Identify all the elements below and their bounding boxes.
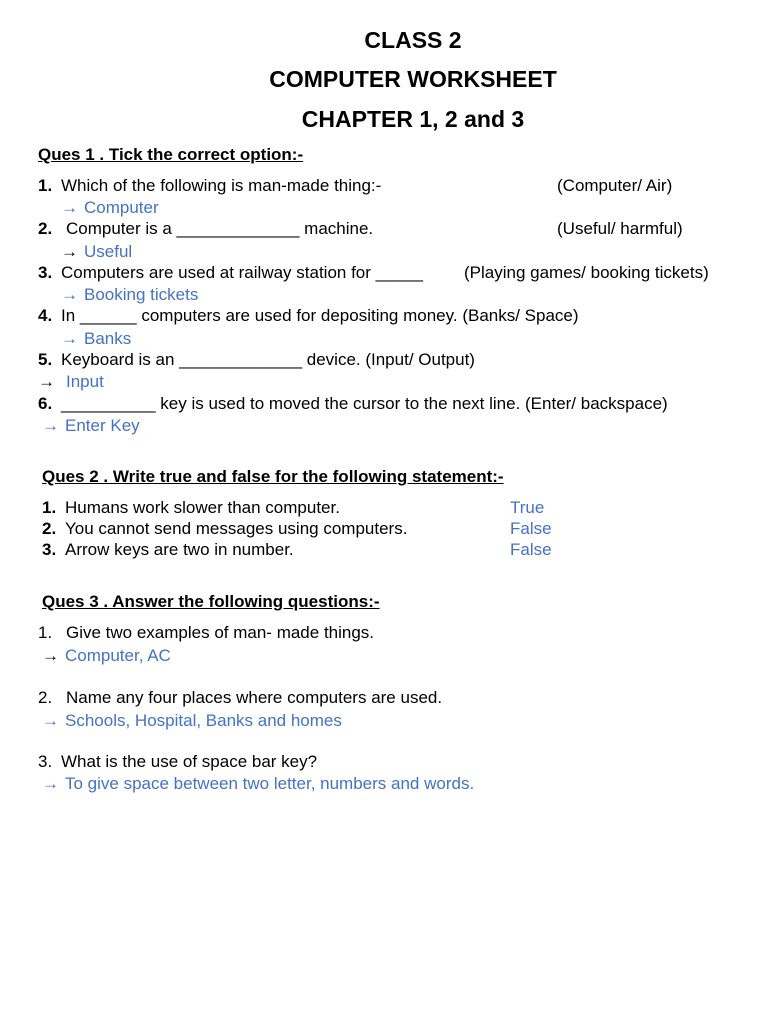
q1-item-6-text: __________ key is used to moved the cursor to the next line. (Enter/ backspace) <box>61 394 668 413</box>
q3-item-1-arrow-icon: → <box>42 646 59 665</box>
q1-item-4-arrow-icon: → <box>61 329 78 348</box>
q1-item-1-answer: Computer <box>84 198 159 217</box>
q2-item-2-answer: False <box>510 519 552 538</box>
q2-item-1-text: Humans work slower than computer. <box>65 498 340 517</box>
chapter-title: CHAPTER 1, 2 and 3 <box>301 106 525 132</box>
q1-item-2-text: Computer is a _____________ machine. <box>66 219 374 238</box>
q3-item-2-number: 2. <box>38 688 53 707</box>
q2-item-3-answer: False <box>510 540 552 559</box>
q2-item-1-answer: True <box>510 498 545 517</box>
q3-item-3-arrow-icon: → <box>42 774 59 793</box>
q1-item-5-answer: Input <box>66 372 104 391</box>
q1-item-6-arrow-icon: → <box>42 416 59 435</box>
q3-item-2-arrow-icon: → <box>42 711 59 730</box>
q1-item-1-text: Which of the following is man-made thing:- <box>61 176 382 195</box>
q1-item-6-answer: Enter Key <box>65 416 140 435</box>
q2-item-2-text: You cannot send messages using computers. <box>65 519 408 538</box>
q1-item-1-options: (Computer/ Air) <box>557 176 673 195</box>
q1-item-3-number: 3. <box>38 263 53 282</box>
q2-item-2-number: 2. <box>42 519 57 538</box>
worksheet-title: COMPUTER WORKSHEET <box>269 66 557 92</box>
q1-item-5-number: 5. <box>38 350 53 369</box>
q3-item-1-text: Give two examples of man- made things. <box>66 623 375 642</box>
q1-item-5-text: Keyboard is an _____________ device. (Input/ Output) <box>61 350 475 369</box>
q2-item-1-number: 1. <box>42 498 57 517</box>
q1-item-3-answer: Booking tickets <box>84 285 199 304</box>
q3-item-1-answer: Computer, AC <box>65 646 171 665</box>
q2-item-3-number: 3. <box>42 540 57 559</box>
q1-item-4-text: In ______ computers are used for depositing money. (Banks/ Space) <box>61 306 579 325</box>
q3-item-3-number: 3. <box>38 752 53 771</box>
q1-item-3-options: (Playing games/ booking tickets) <box>464 263 709 282</box>
q1-item-1-number: 1. <box>38 176 53 195</box>
q1-heading: Ques 1 . Tick the correct option:- <box>38 145 304 164</box>
q3-item-1-number: 1. <box>38 623 53 642</box>
q1-item-2-answer: Useful <box>84 242 133 261</box>
q2-heading: Ques 2 . Write true and false for the following statement:- <box>42 467 504 486</box>
q1-item-2-options: (Useful/ harmful) <box>557 219 683 238</box>
q1-item-4-answer: Banks <box>84 329 132 348</box>
q1-item-1-arrow-icon: → <box>61 198 78 217</box>
q3-item-3-answer: To give space between two letter, numbers and words. <box>65 774 475 793</box>
q3-item-3-text: What is the use of space bar key? <box>61 752 318 771</box>
q3-item-2-text: Name any four places where computers are used. <box>66 688 443 707</box>
q1-item-2-arrow-icon: → <box>61 242 78 261</box>
q2-item-3-text: Arrow keys are two in number. <box>65 540 294 559</box>
q3-heading: Ques 3 . Answer the following questions:- <box>42 592 380 611</box>
q1-item-6-number: 6. <box>38 394 53 413</box>
q1-item-3-text: Computers are used at railway station for _____ <box>61 263 423 282</box>
q1-item-5-arrow-icon: → <box>38 372 55 391</box>
class-title: CLASS 2 <box>364 27 462 53</box>
q1-item-3-arrow-icon: → <box>61 285 78 304</box>
q3-item-2-answer: Schools, Hospital, Banks and homes <box>65 711 342 730</box>
q1-item-4-number: 4. <box>38 306 53 325</box>
q1-item-2-number: 2. <box>38 219 53 238</box>
